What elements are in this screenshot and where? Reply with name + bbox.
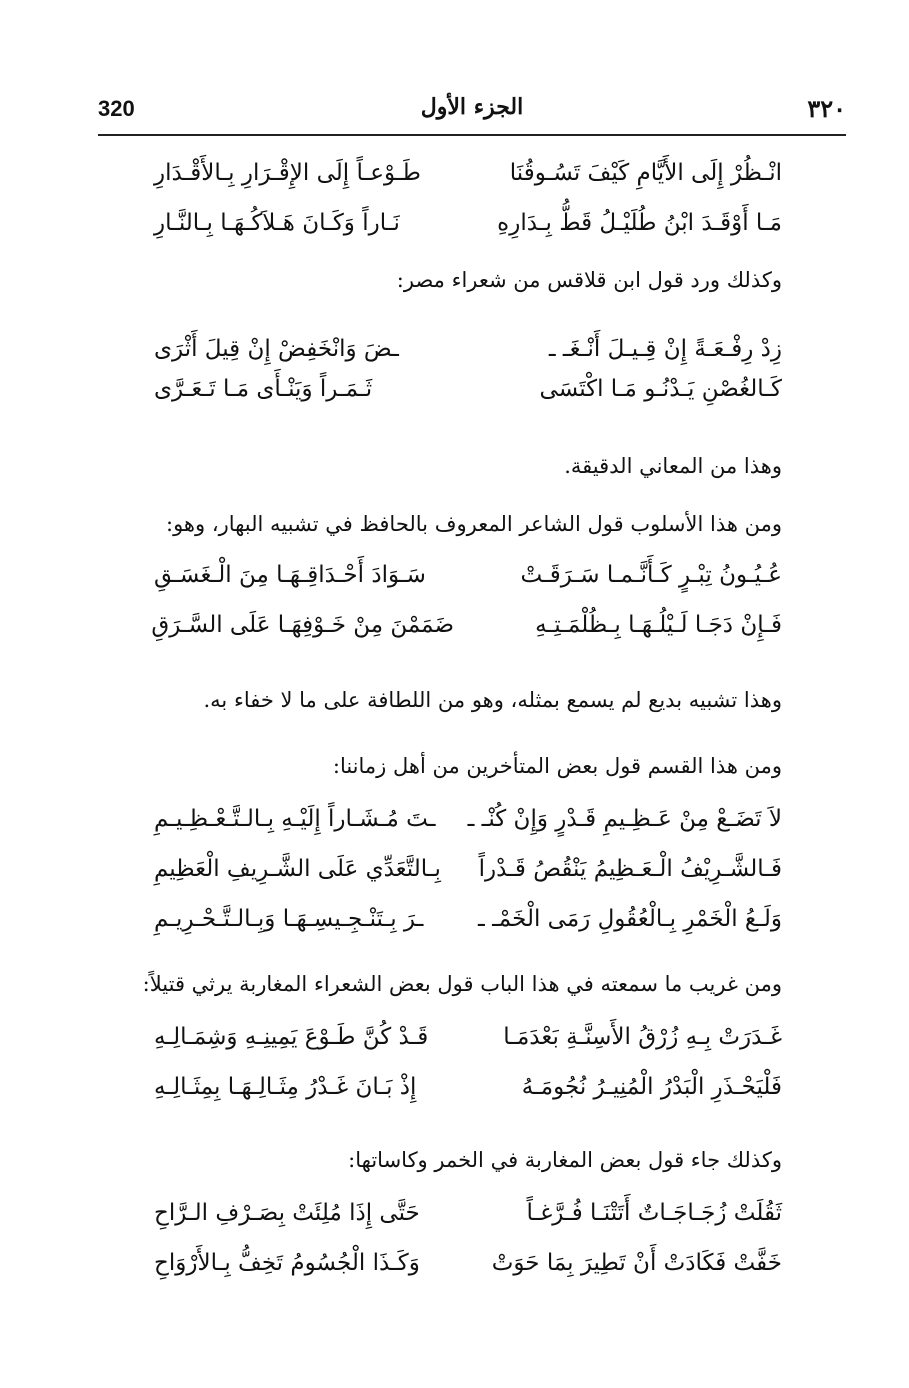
verse-line (140, 1250, 782, 1294)
verse-line (140, 1074, 782, 1118)
verse-first-hemistich: انْـظُرْ إِلَى الأَيَّامِ كَيْفَ تَسُـوقُنَا (509, 160, 782, 186)
verse-second-hemistich: بِـالتَّعَدِّي عَلَى الشَّـرِيفِ الْعَظِيمِ (154, 856, 441, 882)
prose-paragraph: وهذا من المعاني الدقيقة. (564, 454, 782, 478)
verse-second-hemistich: ـرَ بِـتَنْـجِـيسِـهَـا وَبِـالـتَّـحْـرِيـمِ (154, 906, 424, 932)
verse-second-hemistich: ـضَ وَانْخَفِضْ إِنْ قِيلَ أَثْرَى (154, 336, 399, 362)
verse-line (140, 1024, 782, 1068)
verse-line (140, 806, 782, 850)
verse-line (140, 906, 782, 950)
verse-first-hemistich: وَلَـعُ الْخَمْرِ بِـالْعُقُولِ رَمَى الْخَمْـ ـ (478, 906, 782, 932)
verse-line (140, 210, 782, 254)
verse-first-hemistich: ثَقُلَتْ زُجَـاجَـاتٌ أَتَتْنَـا فُـرَّغـاً (526, 1200, 782, 1226)
prose-paragraph: وهذا تشبيه بديع لم يسمع بمثله، وهو من اللطافة على ما لا خفاء به. (203, 688, 782, 712)
verse-second-hemistich: حَتَّى إِذَا مُلِئَتْ بِصَـرْفِ الـرَّاحِ (154, 1200, 420, 1226)
verse-line (140, 562, 782, 606)
verse-first-hemistich: فَـالشَّـرِيْفُ الْـعَـظِيمُ يَنْقُصُ قَـدْراً (478, 856, 782, 882)
verse-second-hemistich: ـتَ مُـشَـاراً إِلَيْـهِ بِـالـتَّـعْـظِـيـمِ (154, 806, 436, 832)
prose-paragraph: وكذلك ورد قول ابن قلاقس من شعراء مصر: (396, 268, 782, 292)
prose-paragraph: ومن هذا القسم قول بعض المتأخرين من أهل زماننا: (332, 754, 782, 778)
verse-line (140, 856, 782, 900)
verse-first-hemistich: خَفَّتْ فَكَادَتْ أَنْ تَطِيرَ بِمَا حَوَتْ (491, 1250, 782, 1276)
prose-paragraph: ومن هذا الأسلوب قول الشاعر المعروف بالحافظ في تشبيه البهار، وهو: (166, 512, 782, 536)
verse-second-hemistich: ضَمَمْنَ مِنْ خَـوْفِهَـا عَلَى السَّـرَقِ (151, 612, 454, 638)
verse-first-hemistich: زِدْ رِفْـعَـةً إِنْ قِـيـلَ أَنْـغَـ ـ (548, 336, 782, 362)
prose-paragraph: ومن غريب ما سمعته في هذا الباب قول بعض الشعراء المغاربة يرثي قتيلاً: (142, 972, 782, 996)
verse-second-hemistich: ثَـمَـراً وَيَنْـأَى مَـا تَـعَـرَّى (154, 376, 373, 402)
verse-first-hemistich: عُـيُـونُ تِبْـرٍ كَـأَنَّـمـا سَـرَقَـتْ (520, 562, 782, 588)
page-header (98, 94, 846, 136)
verse-line (140, 160, 782, 204)
verse-line (140, 1200, 782, 1244)
running-title: الجزء الأول (420, 94, 524, 120)
verse-second-hemistich: قَـدْ كُنَّ طَـوْعَ يَمِينِـهِ وَشِمَـالِـهِ (154, 1024, 429, 1050)
page-number-latin: 320 (98, 96, 135, 121)
verse-second-hemistich: وَكَـذَا الْجُسُومُ تَخِفُّ بِـالأَرْوَاحِ (154, 1250, 420, 1276)
verse-first-hemistich: غَـدَرَتْ بِـهِ زُرْقُ الأَسِنَّـةِ بَعْدَمَـا (503, 1024, 782, 1050)
verse-second-hemistich: نَـاراً وَكَـانَ هَـلاَكُـهَـا بِـالنَّـارِ (154, 210, 400, 236)
verse-second-hemistich: إِذْ بَـانَ غَـدْرُ مِثَـالِـهَـا بِمِثَـالِـهِ (154, 1074, 417, 1100)
verse-line (140, 336, 782, 380)
verse-first-hemistich: كَـالغُصْنِ يَـدْنُـو مَـا اكْتَسَى (539, 376, 782, 402)
verse-first-hemistich: مَـا أَوْقَـدَ ابْنُ طُلَيْـلُ قَطُّ بِـدَارِهِ (497, 210, 782, 236)
verse-second-hemistich: طَـوْعـاً إِلَى الإِقْـرَارِ بِـالأَقْـدَارِ (154, 160, 421, 186)
page-number-arabic: ٣٢٠ (807, 94, 846, 123)
verse-second-hemistich: سَـوَادَ أَحْـدَاقِـهَـا مِنَ الْـغَسَـقِ (154, 562, 426, 588)
verse-first-hemistich: لاَ تَضَـعْ مِنْ عَـظِـيمِ قَـدْرٍ وَإِنْ كُنْـ ـ (467, 806, 782, 832)
verse-first-hemistich: فَـإِنْ دَجَـا لَـيْلُـهَـا بِـظُلْمَـتِـهِ (535, 612, 782, 638)
verse-first-hemistich: فَلْيَحْـذَرِ الْبَدْرُ الْمُنِيـرُ نُجُومَـهُ (521, 1074, 782, 1100)
prose-paragraph: وكذلك جاء قول بعض المغاربة في الخمر وكاساتها: (348, 1148, 782, 1172)
verse-line (140, 376, 782, 420)
verse-line (140, 612, 782, 656)
